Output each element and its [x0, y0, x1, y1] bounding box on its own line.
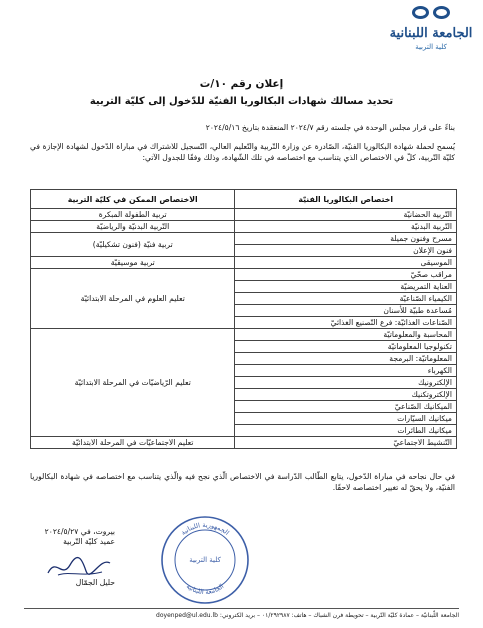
bac-specialty-cell: ميكانيك الطائرات — [235, 425, 457, 437]
table-row — [31, 209, 457, 221]
bac-specialty-cell: الكهرباء — [235, 365, 457, 377]
university-logo — [383, 4, 479, 68]
table-row — [31, 269, 457, 281]
bac-specialty-cell: الموسيقى — [235, 257, 457, 269]
logo-subtitle: كلية التربية — [415, 43, 447, 51]
header-spec: الاختصاص الممكن في كليّة التربية — [31, 190, 235, 209]
bac-specialty-cell: مسرح وفنون جميلة — [235, 233, 457, 245]
bac-specialty-cell: الكيمياء الصّناعيّة — [235, 293, 457, 305]
intro-paragraph-decision: بناءً على قرار مجلس الوحدة في جلسته رقم ٢٠٢٤/٧ المنعقدة بتاريخ ٢٠٢٤/٥/١٦ — [205, 123, 455, 132]
bac-specialty-cell: التّربية البدنيّة — [235, 221, 457, 233]
bac-specialty-cell: التّربية الحضانيّة — [235, 209, 457, 221]
table-header-row — [31, 190, 457, 209]
bac-specialty-cell: الميكانيك الصّناعيّ — [235, 401, 457, 413]
signature-date: بيروت، في ٢٠٢٤/٥/٢٧ — [44, 527, 115, 536]
signature-role: عميد كليّة التّربية — [63, 537, 115, 546]
bac-specialty-cell: فنون الإعلان — [235, 245, 457, 257]
stamp-inner-text: الجامعة اللبنانية — [184, 582, 226, 597]
bac-specialty-cell: ميكانيك السيّارات — [235, 413, 457, 425]
official-stamp — [160, 515, 250, 605]
logo-name: الجامعة اللبنانية — [389, 26, 473, 41]
faculty-specialty-cell: تعليم العلوم في المرحلة الابتدائيّة — [31, 269, 235, 329]
svg-text:الجامعة اللبنانية — [185, 582, 226, 596]
bac-specialty-cell: الصّناعات الغذائيّة: فرع التّصنيع الغذائيّ — [235, 317, 457, 329]
logo-mark-icon — [411, 4, 451, 22]
bac-specialty-cell: الإلكتروتكنيك — [235, 389, 457, 401]
faculty-specialty-cell: تربية فنيّة (فنون تشكيليّة) — [31, 233, 235, 257]
table-body — [31, 209, 457, 449]
bac-specialty-cell: الإلكترونيك — [235, 377, 457, 389]
signature-name: حليل الجمّال — [75, 578, 115, 587]
faculty-specialty-cell: تربية الطفولة المبكرة — [31, 209, 235, 221]
header-bac: اختصاص البكالوريا الفنيّة — [235, 190, 457, 209]
stamp-middle-text: كلية التربية — [189, 556, 221, 564]
bac-specialty-cell: التّنشيط الاجتماعيّ — [235, 437, 457, 449]
faculty-specialty-cell: التّربية البدنيّة والرياضيّة — [31, 221, 235, 233]
faculty-specialty-cell: تعليم الاجتماعيّات في المرحلة الابتدائيّة — [31, 437, 235, 449]
closing-paragraph: في حال نجاحه في مباراة الدّخول، يتابع الطّالب الدّراسة في الاختصاص الّذي نجح فيه والّذي يتناسب مع اختصاصه في شهادة البكالوريا الفنيّة، ولا يحقّ له تغيير اختصاصه لاحقًا. — [30, 472, 455, 492]
intro-paragraph-permission: يُسمح لحملة شهادة البكالوريا الفنيّة، الصّادرة عن وزارة التّربية والتّعليم العالي، التّسجيل للاشتراك في مباراة الدّخول لشهادة الإجازة في كليّة التّربية، كلّ في الاختصاص الذي يتناسب مع اختصاصه في تلك الشّهادة، وذلك وفقًا للجدول الآتي: — [30, 142, 455, 162]
handwritten-signature — [44, 553, 114, 581]
faculty-specialty-cell: تعليم الرّياضيّات في المرحلة الابتدائيّة — [31, 329, 235, 437]
stamp-outer-text: الجمهورية اللبنانية — [179, 520, 231, 537]
bac-specialty-cell: العناية التمريضيّة — [235, 281, 457, 293]
specialization-table — [30, 189, 457, 449]
faculty-specialty-cell: تربية موسيقيّة — [31, 257, 235, 269]
bac-specialty-cell: المعلوماتيّة: البرمجة — [235, 353, 457, 365]
announcement-title: تحديد مسالك شهادات البكالوريا الفنيّة للدّخول إلى كليّة التربية — [89, 96, 394, 107]
bac-specialty-cell: مُساعدة طبيّة للأسنان — [235, 305, 457, 317]
table-row — [31, 257, 457, 269]
bac-specialty-cell: مراقب صحّيّ — [235, 269, 457, 281]
table-row — [31, 233, 457, 245]
footer-divider — [24, 608, 459, 609]
table-row — [31, 329, 457, 341]
footer-contact: الجامعة اللّبنانيّة – عمادة كليّة التّربية – تحويطة فرن الشباك – هاتف: ٠١/٢٩٢٩٨٧ – بريد الكتروني: doyenped@ul.edu.lb — [156, 612, 459, 619]
bac-specialty-cell: المحاسبة والمعلوماتيّة — [235, 329, 457, 341]
table-row — [31, 221, 457, 233]
table-row — [31, 437, 457, 449]
svg-text:الجمهورية اللبنانية — [179, 521, 231, 537]
bac-specialty-cell: تكنولوجيا المعلوماتيّة — [235, 341, 457, 353]
announcement-number: إعلان رقم ١٠/ت — [199, 78, 284, 90]
